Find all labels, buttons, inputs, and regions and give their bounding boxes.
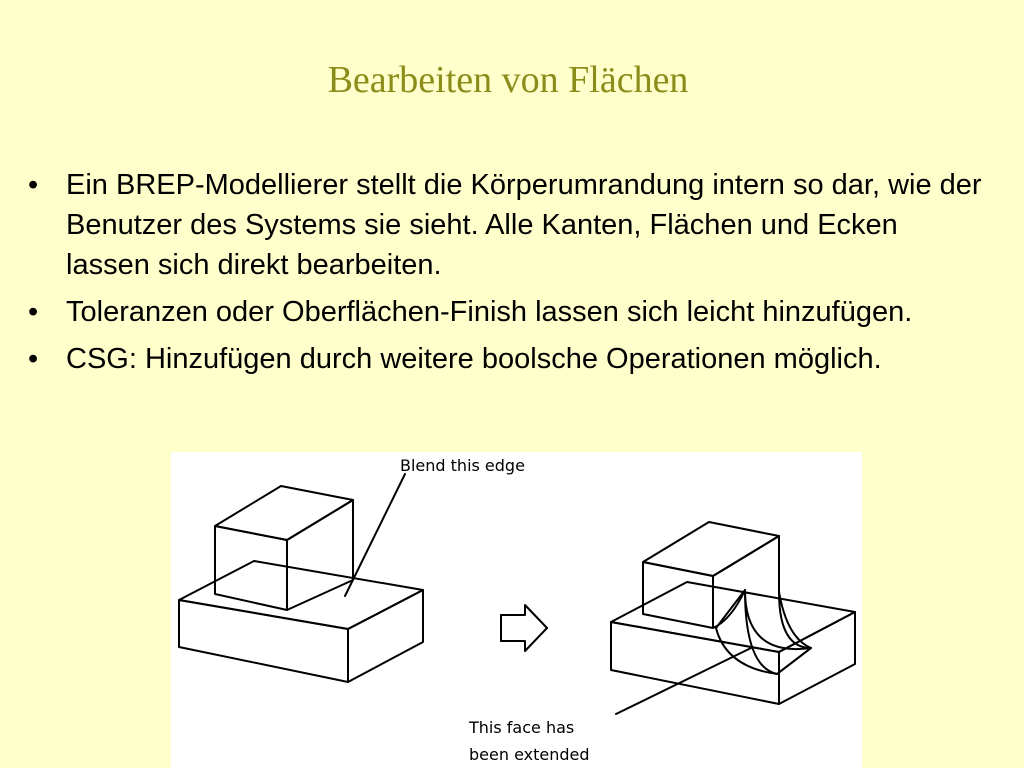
- bullet-text: Toleranzen oder Oberflächen-Finish lassen sich leicht hinzufügen.: [66, 296, 913, 328]
- blend-edge-label: Blend this edge: [400, 456, 525, 475]
- bullet-item: [28, 339, 988, 379]
- extended-leader-line: [616, 648, 751, 714]
- bullet-item: [28, 165, 988, 285]
- bullet-text: Ein BREP-Modellierer stellt die Körperumrandung intern so dar, wie der Benutzer des Systems sie sieht. Alle Kanten, Flächen und Ecken lassen sich direkt bearbeiten.: [66, 169, 982, 281]
- slide-title: Bearbeiten von Flächen: [327, 59, 689, 101]
- bullet-item: [28, 292, 988, 332]
- bullet-list: [28, 165, 988, 386]
- top-block-right: [643, 522, 811, 674]
- bullet-glyph: •: [28, 296, 39, 328]
- extended-face-label-line2: been extended: [469, 745, 590, 764]
- bullet-glyph: •: [28, 169, 39, 201]
- blend-edge-figure: [171, 452, 862, 768]
- top-block-left: [215, 486, 353, 610]
- base-block-right: [611, 582, 855, 704]
- figure-drawing: [171, 452, 862, 768]
- extended-face-label-line1: This face has: [469, 718, 575, 737]
- right-arrow-icon: [501, 605, 547, 651]
- bullet-glyph: •: [28, 343, 39, 375]
- bullet-text: CSG: Hinzufügen durch weitere boolsche Operationen möglich.: [66, 343, 882, 375]
